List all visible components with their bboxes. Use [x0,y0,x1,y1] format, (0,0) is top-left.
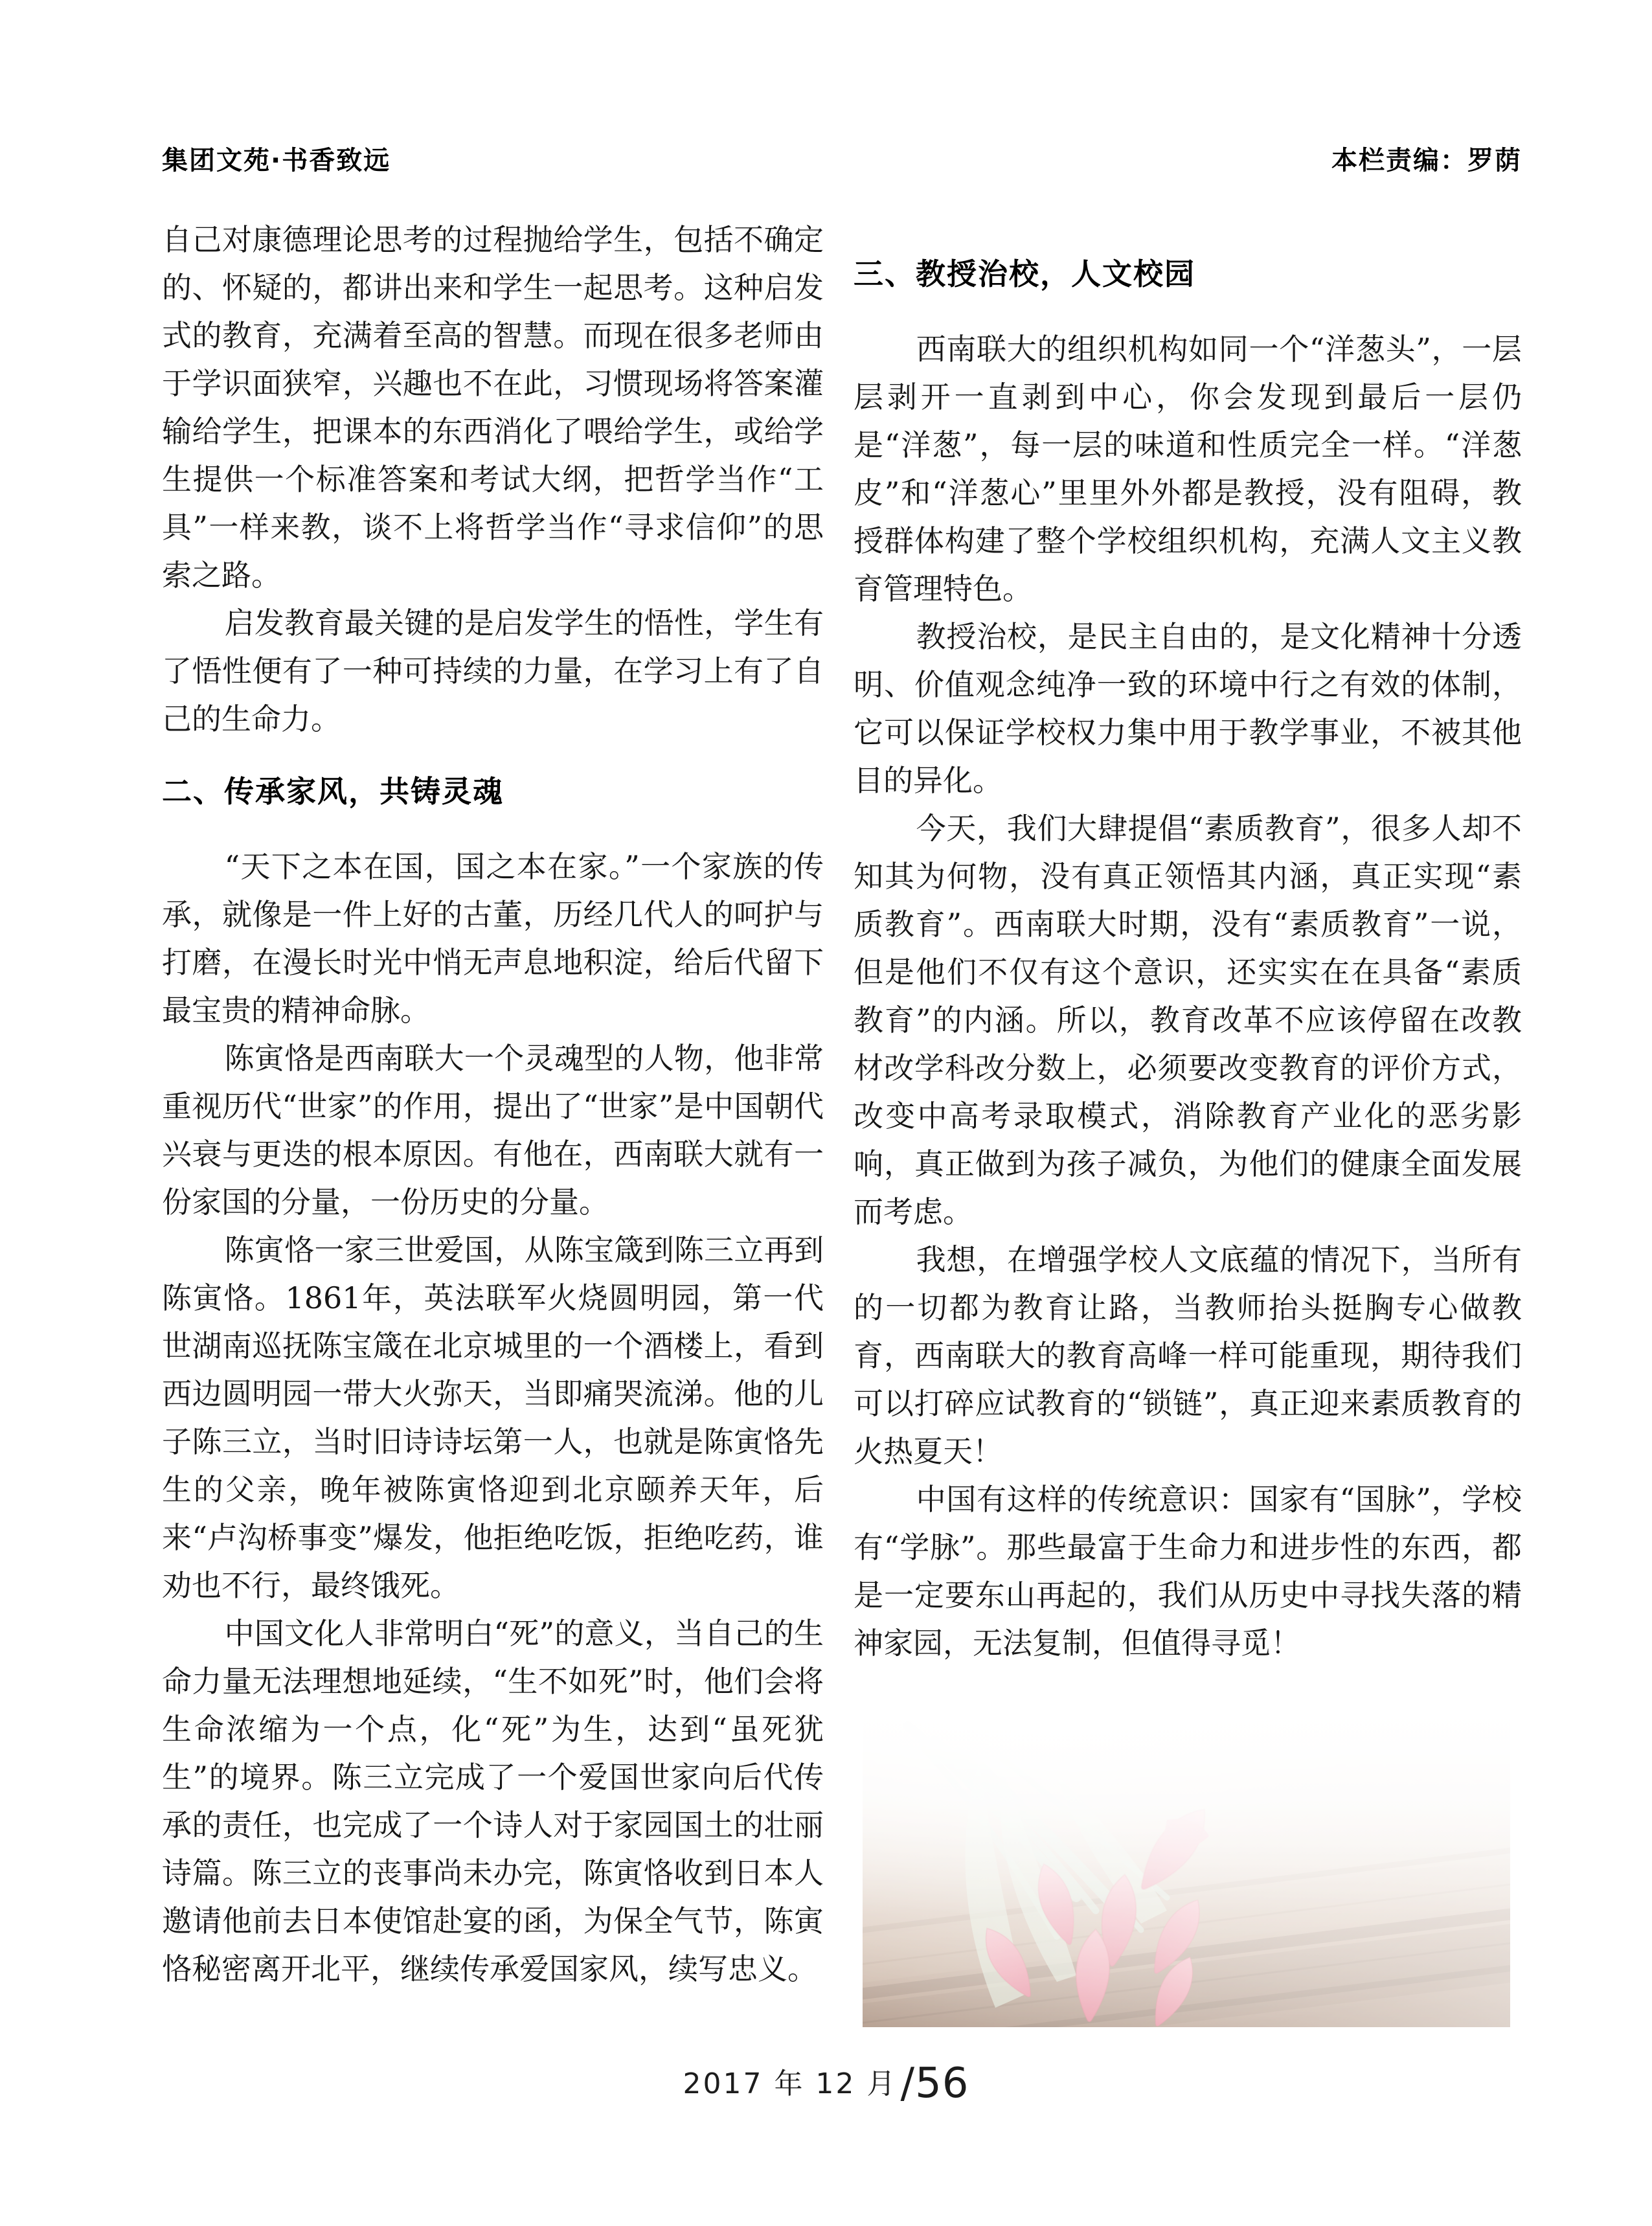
photo-white-fade [863,1703,1510,2027]
paragraph: 自己对康德理论思考的过程抛给学生，包括不确定的、怀疑的，都讲出来和学生一起思考。这种启发式的教育，充满着至高的智慧。而现在很多老师由于学识面狭窄，兴趣也不在此，习惯现场将答案灌输给学生，把课本的东西消化了喂给学生，或给学生提供一个标准答案和考试大纲，把哲学当作“工具”一样来教，谈不上将哲学当作“寻求信仰”的思索之路。 [162,222,824,593]
footer-page-number: /56 [900,2060,969,2107]
tulips-photo-graphic [863,1703,1510,2027]
paragraph: 西南联大的组织机构如同一个“洋葱头”，一层层剥开一直剥到中心，你会发现到最后一层仍是“洋葱”，每一层的味道和性质完全一样。“洋葱皮”和“洋葱心”里里外外都是教授，没有阻碍，教授群体构建了整个学校组织机构，充满人文主义教育管理特色。 [854,332,1522,606]
header-section-title: 集团文苑·书香致远 [162,146,391,176]
paragraph: 我想，在增强学校人文底蕴的情况下，当所有的一切都为教育让路，当教师抬头挺胸专心做教育，西南联大的教育高峰一样可能重现，期待我们可以打碎应试教育的“锁链”，真正迎来素质教育的火热夏天！ [854,1242,1522,1469]
footer-date: 2017 年 12 月 [683,2067,898,2100]
right-column [854,249,1522,2027]
paragraph: 启发教育最关键的是启发学生的悟性，学生有了悟性便有了一种可持续的力量，在学习上有了自己的生命力。 [162,606,824,736]
section-heading-2: 二、传承家风，共铸灵魂 [162,774,504,809]
paragraph: 教授治校，是民主自由的，是文化精神十分透明、价值观念纯净一致的环境中行之有效的体制，它可以保证学校权力集中用于教学事业，不被其他目的异化。 [854,619,1522,798]
paragraph: 今天，我们大肆提倡“素质教育”，很多人却不知其为何物，没有真正领悟其内涵，真正实现“素质教育”。西南联大时期，没有“素质教育”一说，但是他们不仅有这个意识，还实实在在具备“素质教育”的内涵。所以，教育改革不应该停留在改教材改学科改分数上，必须要改变教育的评价方式，改变中高考录取模式，消除教育产业化的恶劣影响，真正做到为孩子减负，为他们的健康全面发展而考虑。 [854,811,1522,1229]
tulips-photo [863,1703,1510,2027]
header-editor-credit: 本栏责编：罗荫 [1331,146,1522,176]
section-heading-3: 三、教授治校，人文校园 [854,256,1195,291]
left-column [162,216,824,1993]
paragraph: 陈寅恪一家三世爱国，从陈宝箴到陈三立再到陈寅恪。1861年，英法联军火烧圆明园，第一代世湖南巡抚陈宝箴在北京城里的一个酒楼上，看到西边圆明园一带大火弥天，当即痛哭流涕。他的儿子陈三立，当时旧诗诗坛第一人，也就是陈寅恪先生的父亲，晚年被陈寅恪迎到北京颐养天年，后来“卢沟桥事变”爆发，他拒绝吃饭，拒绝吃药，谁劝也不行，最终饿死。 [162,1232,824,1603]
paragraph: 陈寅恪是西南联大一个灵魂型的人物，他非常重视历代“世家”的作用，提出了“世家”是中国朝代兴衰与更迭的根本原因。有他在，西南联大就有一份家国的分量，一份历史的分量。 [162,1041,824,1220]
paragraph: 中国文化人非常明白“死”的意义，当自己的生命力量无法理想地延续，“生不如死”时，他们会将生命浓缩为一个点，化“死”为生，达到“虽死犹生”的境界。陈三立完成了一个爱国世家向后代传承的责任，也完成了一个诗人对于家园国土的壮丽诗篇。陈三立的丧事尚未办完，陈寅恪收到日本人邀请他前去日本使馆赴宴的函，为保全气节，陈寅恪秘密离开北平，继续传承爱国家风，续写忠义。 [162,1616,824,1986]
paragraph: 中国有这样的传统意识：国家有“国脉”，学校有“学脉”。那些最富于生命力和进步性的东西，都是一定要东山再起的，我们从历史中寻找失落的精神家园，无法复制，但值得寻觅！ [854,1482,1522,1661]
paragraph: “天下之本在国，国之本在家。”一个家族的传承，就像是一件上好的古董，历经几代人的呵护与打磨，在漫长时光中悄无声息地积淀，给后代留下最宝贵的精神命脉。 [162,849,824,1028]
page-footer [0,2060,1652,2107]
